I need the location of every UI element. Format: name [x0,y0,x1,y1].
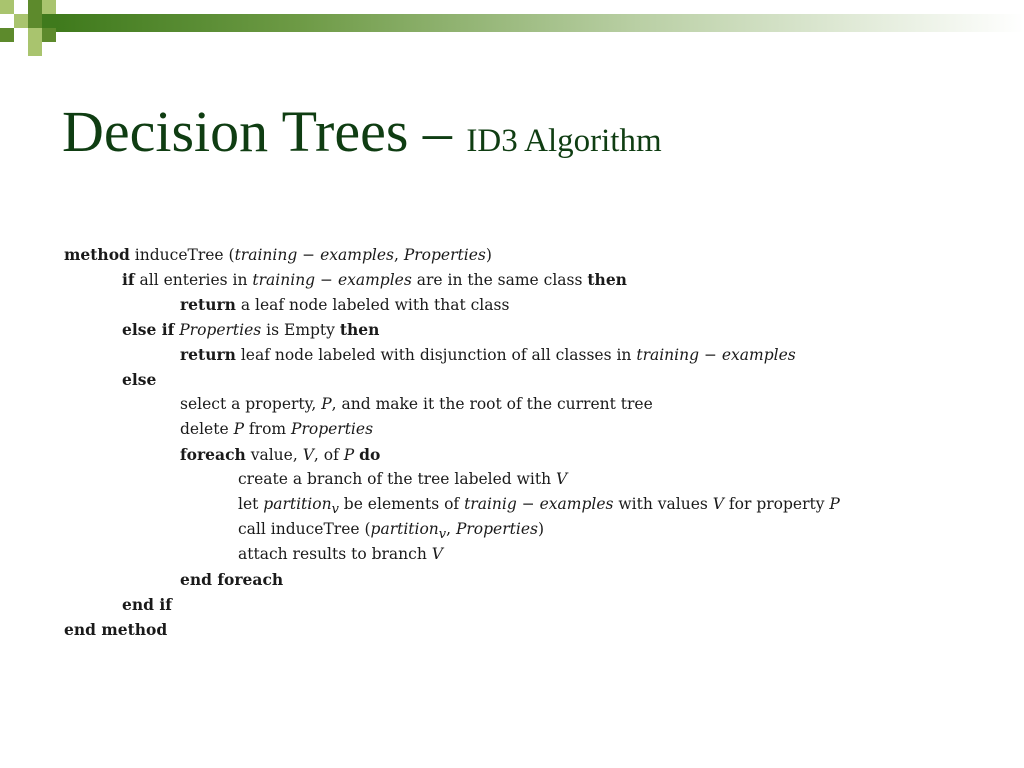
code-line [64,242,984,267]
deco-square [14,14,28,28]
deco-square [42,14,56,28]
slide-title-sub: ID3 Algorithm [466,123,662,159]
code-line [64,617,984,642]
code-text: , [393,246,404,264]
deco-square [42,0,56,14]
code-text: ) [537,520,545,538]
keyword: else if [122,320,175,339]
code-line [64,317,984,342]
code-text: leaf node labeled with disjunction of all classes in [235,346,637,364]
code-line [64,342,984,367]
code-text: attach results to branch [238,545,432,563]
keyword: do [359,445,381,464]
code-text: are in the same class [411,271,588,289]
code-line [64,267,984,292]
keyword: method [64,245,130,264]
math-symbol: P [233,420,244,438]
code-text: induceTree ( [129,246,235,264]
deco-square [28,0,42,14]
keyword: then [587,270,627,289]
math-symbol: training − examples [234,246,394,264]
math-subscript: v [331,502,339,518]
code-line [64,517,984,542]
math-symbol: P [829,495,840,513]
math-symbol: training − examples [252,271,412,289]
code-text: a leaf node labeled with that class [235,296,510,314]
code-text: be elements of [338,495,465,513]
code-text: let [238,495,264,513]
math-symbol: V [431,545,443,563]
keyword: end if [122,595,172,614]
deco-square [28,14,42,28]
math-symbol: P [343,446,355,464]
math-symbol: Properties [403,246,486,264]
code-text: call induceTree ( [238,520,371,538]
deco-square [28,28,42,42]
code-line [64,467,984,492]
slide-title-main: Decision Trees – [62,99,467,164]
header-gradient-bar [56,14,1024,32]
code-text: all enteries in [134,271,253,289]
code-text: for property [723,495,830,513]
math-symbol: Properties [179,321,262,339]
code-line [64,492,984,517]
code-line [64,367,984,392]
math-symbol: V [556,470,568,488]
code-line [64,442,984,467]
math-symbol: V [712,495,724,513]
code-text: , and make it the root of the current tree [331,395,653,413]
code-line [64,292,984,317]
keyword: return [180,295,236,314]
header-decoration [0,0,1024,62]
code-line [64,392,984,417]
keyword: if [122,270,135,289]
keyword: else [122,370,157,389]
code-text: with values [613,495,713,513]
keyword: then [339,320,380,339]
code-line [64,417,984,442]
math-symbol: P [321,395,332,413]
deco-square [0,14,14,28]
keyword: end method [64,620,168,639]
math-symbol: partition [263,495,332,513]
code-line [64,592,984,617]
math-subscript: v [438,527,447,543]
code-text: is Empty [261,321,340,339]
deco-square [14,0,28,14]
deco-square [0,28,14,42]
slide-title [62,98,662,165]
math-symbol: training − examples [636,346,796,364]
deco-square [14,28,28,42]
keyword: end foreach [180,570,284,589]
code-text: create a branch of the tree labeled with [238,470,556,488]
code-text: , of [313,446,344,464]
code-text: from [244,420,292,438]
deco-square [28,42,42,56]
math-symbol: Properties [291,420,374,438]
code-text: value, [245,446,303,464]
code-text: ) [485,246,492,264]
code-line [64,542,984,567]
code-text: delete [180,420,234,438]
deco-square [0,0,14,14]
code-text: , [446,520,456,538]
math-symbol: Properties [455,520,538,538]
keyword: return [180,345,236,364]
code-line [64,567,984,592]
math-symbol: partition [370,520,439,538]
algorithm-pseudocode [64,242,984,642]
math-symbol: trainig − examples [464,495,614,513]
code-text: select a property, [180,395,322,413]
deco-square [42,28,56,42]
math-symbol: V [302,446,314,464]
keyword: foreach [180,445,246,464]
